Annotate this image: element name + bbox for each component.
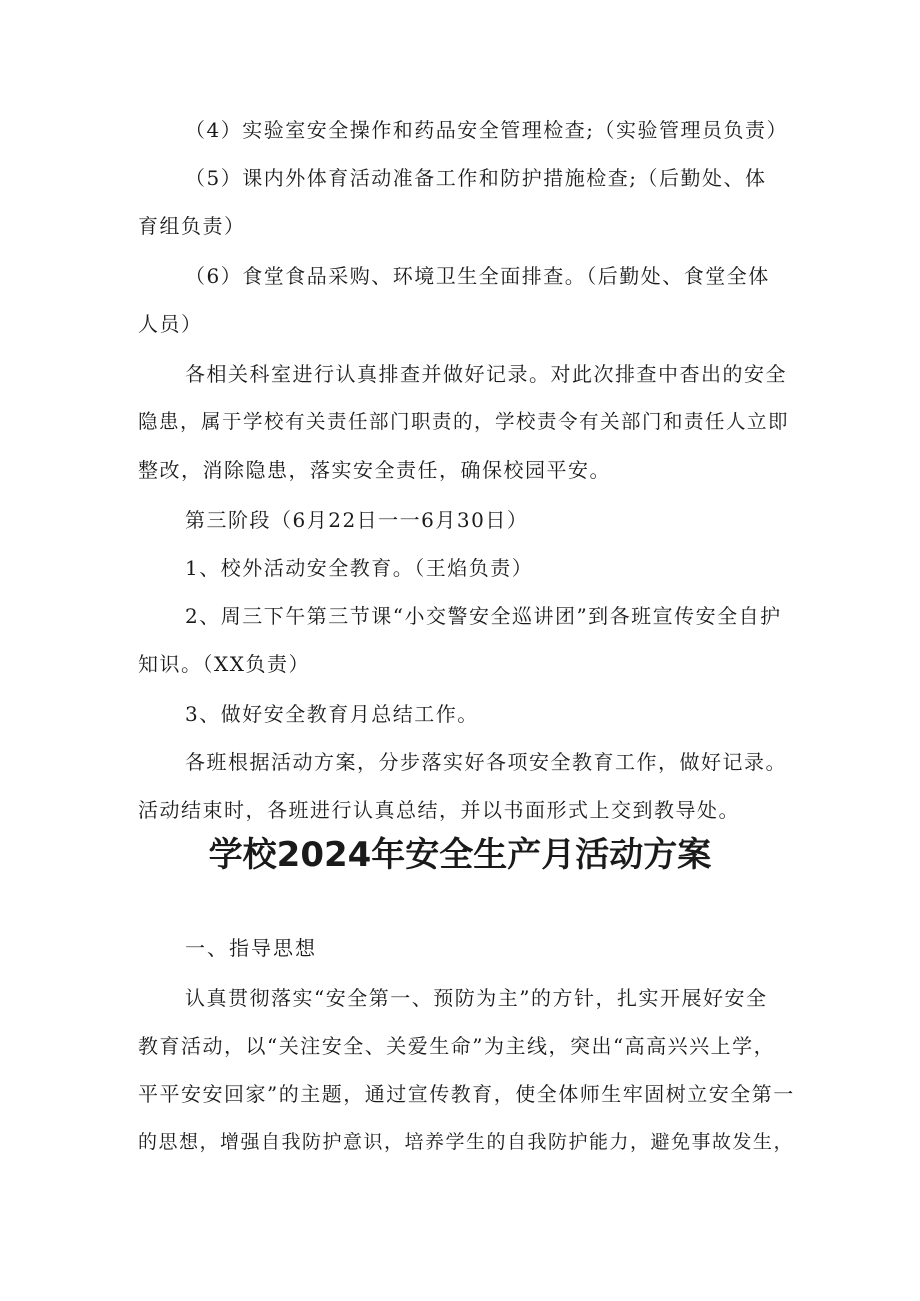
text-line: （4）实验室安全操作和药品安全管理检查;（实验管理员负责） (185, 118, 788, 142)
body-line: 认真贯彻落实“安全第一、预防为主”的方针，扎实开展好安全 (185, 986, 768, 1010)
body-line: 教育活动，以“关注安全、关爱生命”为主线，突出“高高兴兴上学， (138, 1034, 776, 1058)
text-line: 隐患，属于学校有关责任部门职责的，学校责令有关部门和责任人立即 (138, 410, 790, 433)
body-line: 平平安安回家”的主题，通过宣传教育，使全体师生牢固树立安全第一 (138, 1082, 795, 1106)
text-line: 各相关科室进行认真排查并做好记录。对此次排查中杳出的安全 (185, 362, 787, 386)
text-line: 2、周三下午第三节课“小交警安全巡讲团”到各班宣传安全自护 (185, 604, 782, 628)
text-line: 3、做好安全教育月总结工作。 (185, 702, 479, 726)
text-line: 育组负责） (138, 214, 246, 238)
text-line: 第三阶段（6月22日一一6月30日） (185, 508, 529, 532)
text-line: 1、校外活动安全教育。（王焰负责） (185, 556, 534, 580)
body-line: 的思想，增强自我防护意识，培养学生的自我防护能力，避免事故发生， (138, 1131, 795, 1153)
text-line: （5）课内外体育活动准备工作和防护措施检查;（后勤处、体 (185, 166, 767, 190)
text-line: 知识。（XX负责） (138, 652, 310, 676)
text-line: （6）食堂食品采购、环境卫生全面排查。（后勤处、食堂全体 (185, 264, 770, 288)
document-title: 学校2024年安全生产月活动方案 (208, 835, 712, 875)
text-line: 活动结束时，各班进行认真总结，并以书面形式上交到教导处。 (138, 798, 740, 822)
section-heading: 一、指导思想 (185, 936, 317, 960)
text-line: 整改，消除隐患，落实安全责任，确保校园平安。 (138, 458, 611, 482)
text-line: 各班根据活动方案，分步落实好各项安全教育工作，做好记录。 (185, 750, 787, 774)
text-line: 人员） (138, 312, 203, 336)
